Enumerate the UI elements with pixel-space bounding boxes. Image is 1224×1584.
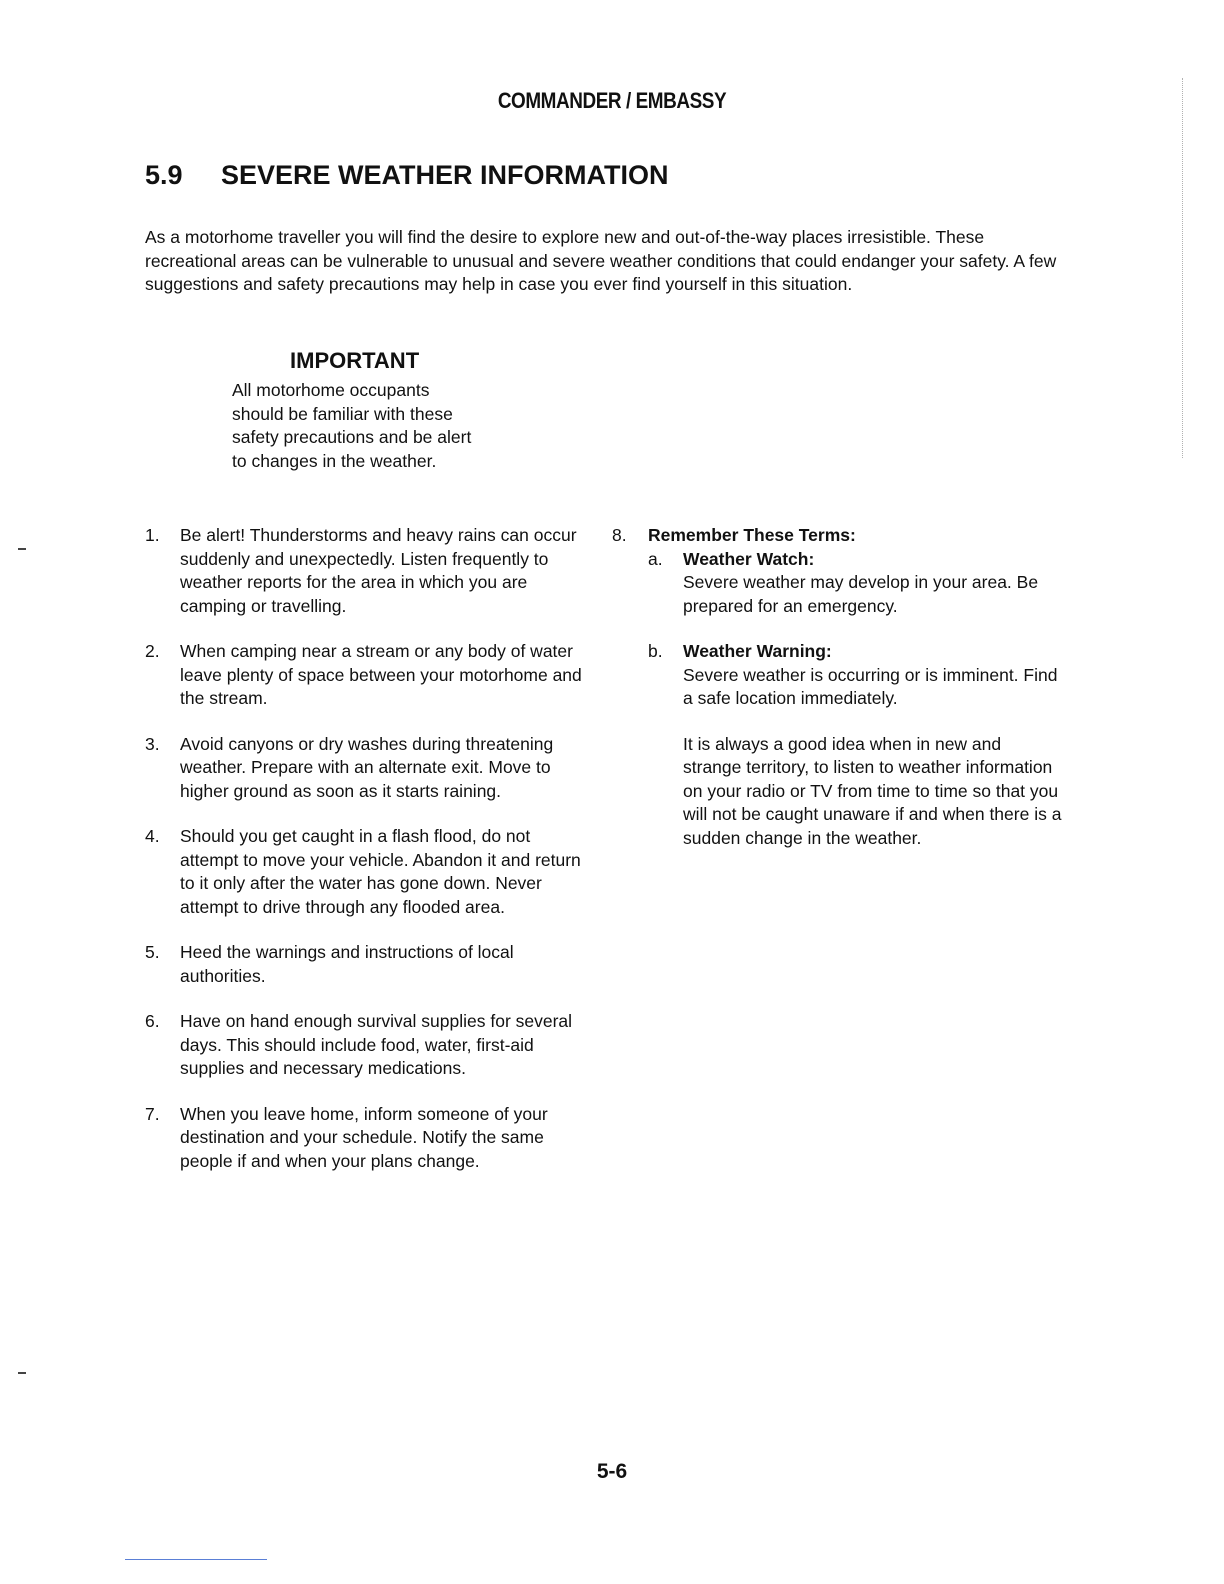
list-item: [145, 1010, 590, 1081]
section-heading: SEVERE WEATHER INFORMATION: [221, 160, 669, 190]
list-item: [145, 640, 590, 711]
item-text: Should you get caught in a flash flood, do not attempt to move your vehicle. Abandon it and return to it only after the water has gone down. Never attempt to drive through any flooded area.: [180, 826, 581, 917]
term-text: Severe weather may develop in your area. Be prepared for an emergency.: [683, 572, 1039, 616]
important-text: All motorhome occupants should be familiar with these safety precautions and be alert to changes in the weather.: [232, 380, 472, 471]
item-number: 5.: [145, 942, 160, 962]
term-title: Weather Warning:: [683, 641, 832, 661]
item-text: Avoid canyons or dry washes during threatening weather. Prepare with an alternate exit. Move to higher ground as soon as it starts raining.: [180, 733, 554, 801]
closing-paragraph: It is always a good idea when in new and strange territory, to listen to weather information on your radio or TV from time to time so that you will not be caught unaware if and when there is a sudden change in the weather.: [683, 733, 1062, 848]
section-title: [145, 160, 669, 191]
document-header: COMMANDER / EMBASSY: [497, 88, 727, 113]
item-text: When camping near a stream or any body of water leave plenty of space between your motorhome and the stream.: [180, 641, 582, 708]
list-item: [145, 1103, 590, 1174]
intro-paragraph: As a motorhome traveller you will find the desire to explore new and out-of-the-way places irresistible. These recreational areas can be vulnerable to unusual and severe weather conditions that could endanger your safety. A few suggestions and safety precautions may help in case you ever find yourself in this situation.: [145, 227, 1057, 294]
scan-edge-line: [125, 1559, 267, 1560]
term-weather-watch: [612, 548, 1062, 619]
item-number: 8.: [612, 525, 627, 545]
terms-section: [612, 524, 1062, 850]
precautions-list: [145, 524, 590, 1195]
list-item: [145, 524, 590, 618]
item-number: 1.: [145, 525, 160, 545]
item-number: 6.: [145, 1011, 160, 1031]
item-text: Heed the warnings and instructions of local authorities.: [180, 942, 514, 986]
margin-scan-marks: [1182, 78, 1184, 458]
item-number: 7.: [145, 1103, 160, 1124]
terms-title: Remember These Terms:: [648, 525, 856, 545]
term-title: Weather Watch:: [683, 548, 815, 569]
item-text: When you leave home, inform someone of your destination and your schedule. Notify the same people if and when your plans change.: [180, 1103, 548, 1171]
important-notice: [232, 348, 492, 473]
list-item: [145, 825, 590, 919]
item-text: Be alert! Thunderstorms and heavy rains can occur suddenly and unexpectedly. Listen frequently to weather reports for the area in which you are camping or travelling.: [180, 525, 577, 616]
term-weather-warning: [612, 640, 1062, 711]
item-number: 2.: [145, 641, 160, 661]
section-number: 5.9: [145, 160, 183, 190]
term-text: Severe weather is occurring or is imminent. Find a safe location immediately.: [683, 664, 1058, 708]
item-number: 4.: [145, 826, 160, 846]
scan-mark: [18, 1372, 26, 1374]
term-letter: a.: [648, 548, 663, 569]
list-item: [145, 941, 590, 988]
page-number: 5-6: [596, 1460, 628, 1483]
scan-mark: [18, 548, 26, 550]
term-letter: b.: [648, 641, 663, 661]
important-heading: IMPORTANT: [290, 348, 420, 373]
list-item: [145, 733, 590, 804]
item-text: Have on hand enough survival supplies for several days. This should include food, water, first-aid supplies and necessary medications.: [180, 1011, 573, 1078]
item-number: 3.: [145, 733, 160, 754]
